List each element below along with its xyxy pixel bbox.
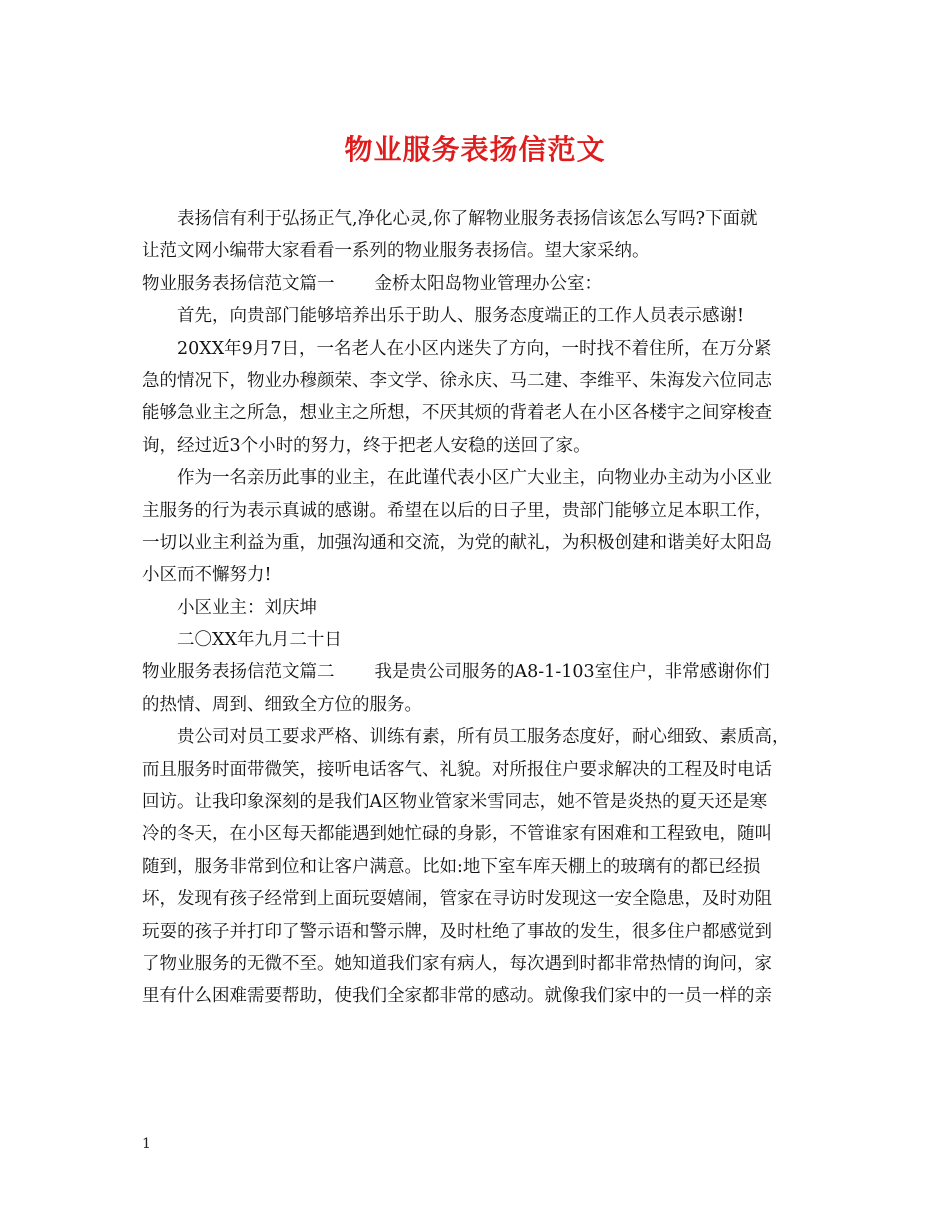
paragraph-line: 回访。让我印象深刻的是我们A区物业管家米雪同志，她不管是炎热的夏天还是寒 (142, 792, 768, 813)
paragraph-line: 询，经过近3个小时的努力，终于把老人安稳的送回了家。 (142, 435, 591, 456)
paragraph-line: 随到，服务非常到位和让客户满意。比如:地下室车库天棚上的玻璃有的都已经损 (142, 856, 761, 877)
paragraph-line: 了物业服务的无微不至。她知道我们家有病人，每次遇到时都非常热情的询问，家 (142, 953, 772, 974)
section-heading-line (142, 656, 826, 688)
paragraph-line: 里有什么困难需要帮助，使我们全家都非常的感动。就像我们家中的一员一样的亲 (142, 986, 772, 1007)
paragraph-line: 20XX年9月7日，一名老人在小区内迷失了方向，一时找不着住所，在万分紧 (177, 338, 772, 359)
paragraph-line: 坏，发现有孩子经常到上面玩耍嬉闹，管家在寻访时发现这一安全隐患，及时劝阻 (142, 889, 772, 910)
paragraph-line: 急的情况下，物业办穆颜荣、李文学、徐永庆、马二建、李维平、朱海发六位同志 (142, 370, 772, 391)
document-body (142, 203, 826, 1013)
paragraph-line: 冷的冬天，在小区每天都能遇到她忙碌的身影，不管谁家有困难和工程致电，随叫 (142, 824, 772, 845)
paragraph-text: 我是贵公司服务的A8-1-103室住户，非常感谢你们 (374, 662, 770, 683)
paragraph-line: 小区而不懈努力! (142, 565, 272, 586)
paragraph-line: 作为一名亲历此事的业主，在此谨代表小区广大业主，向物业办主动为小区业 (177, 468, 772, 489)
section-heading: 物业服务表扬信范文篇一 (142, 273, 335, 294)
paragraph-line: 而且服务时面带微笑，接听电话客气、礼貌。对所报住户要求解决的工程及时电话 (142, 759, 772, 780)
page-number: 1 (142, 1136, 151, 1152)
paragraph-line: 能够急业主之所急，想业主之所想，不厌其烦的背着老人在小区各楼宇之间穿梭查 (142, 403, 772, 424)
paragraph-line: 让范文网小编带大家看看一系列的物业服务表扬信。望大家采纳。 (142, 241, 650, 262)
paragraph-line: 首先，向贵部门能够培养出乐于助人、服务态度端正的工作人员表示感谢! (177, 306, 745, 327)
salutation: 金桥太阳岛物业管理办公室： (374, 273, 602, 294)
section-heading-line (142, 268, 826, 300)
paragraph-line: 贵公司对员工要求严格、训练有素，所有员工服务态度好，耐心细致、素质高， (177, 727, 790, 748)
page-title: 物业服务表扬信范文 (344, 133, 606, 166)
paragraph-line: 玩耍的孩子并打印了警示语和警示牌，及时杜绝了事故的发生，很多住户都感觉到 (142, 921, 772, 942)
paragraph-line: 一切以业主利益为重，加强沟通和交流，为党的献礼，为积极创建和谐美好太阳岛 (142, 532, 772, 553)
paragraph-line: 主服务的行为表示真诚的感谢。希望在以后的日子里，贵部门能够立足本职工作， (142, 500, 772, 521)
section-heading: 物业服务表扬信范文篇二 (142, 662, 335, 683)
paragraph-line: 的热情、周到、细致全方位的服务。 (142, 694, 422, 715)
paragraph-line: 表扬信有利于弘扬正气,净化心灵,你了解物业服务表扬信该怎么写吗?下面就 (177, 209, 758, 229)
date-line: 二〇XX年九月二十日 (177, 630, 342, 651)
signature-line: 小区业主：刘庆坤 (177, 597, 317, 618)
